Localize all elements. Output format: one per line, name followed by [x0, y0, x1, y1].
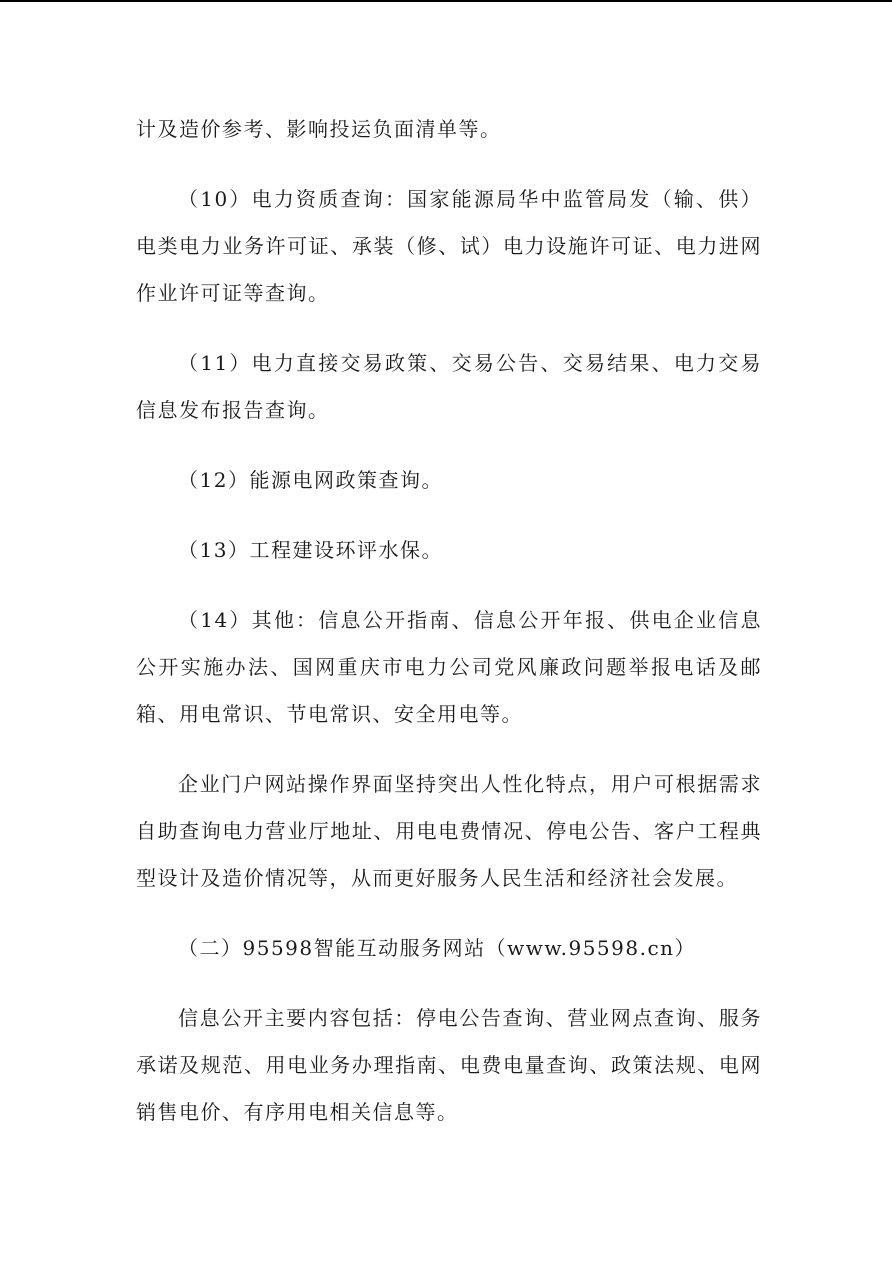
paragraph-disclosure-contents: 信息公开主要内容包括：停电公告查询、营业网点查询、服务承诺及规范、用电业务办理指南、电费电量查询、政策法规、电网销售电价、有序用电相关信息等。	[136, 1006, 762, 1124]
paragraph-item-10: （10）电力资质查询：国家能源局华中监管局发（输、供）电类电力业务许可证、承装（修、试）电力设施许可证、电力进网作业许可证等查询。	[136, 187, 762, 305]
document-body	[136, 106, 762, 1136]
paragraph-portal-summary: 企业门户网站操作界面坚持突出人性化特点，用户可根据需求自助查询电力营业厅地址、用电电费情况、停电公告、客户工程典型设计及造价情况等，从而更好服务人民生活和经济社会发展。	[136, 772, 762, 890]
paragraph-item-12: （12）能源电网政策查询。	[178, 468, 443, 492]
paragraph-item-13: （13）工程建设环评水保。	[178, 538, 443, 562]
page-top-border	[0, 0, 892, 2]
section-heading-95598: （二）95598智能互动服务网站（www.95598.cn）	[178, 936, 697, 960]
paragraph-item-11: （11）电力直接交易政策、交易公告、交易结果、电力交易信息发布报告查询。	[136, 351, 762, 422]
paragraph-item-14: （14）其他：信息公开指南、信息公开年报、供电企业信息公开实施办法、国网重庆市电力公司党风廉政问题举报电话及邮箱、用电常识、节电常识、安全用电等。	[136, 608, 762, 726]
paragraph-continuation: 计及造价参考、影响投运负面清单等。	[136, 117, 502, 141]
